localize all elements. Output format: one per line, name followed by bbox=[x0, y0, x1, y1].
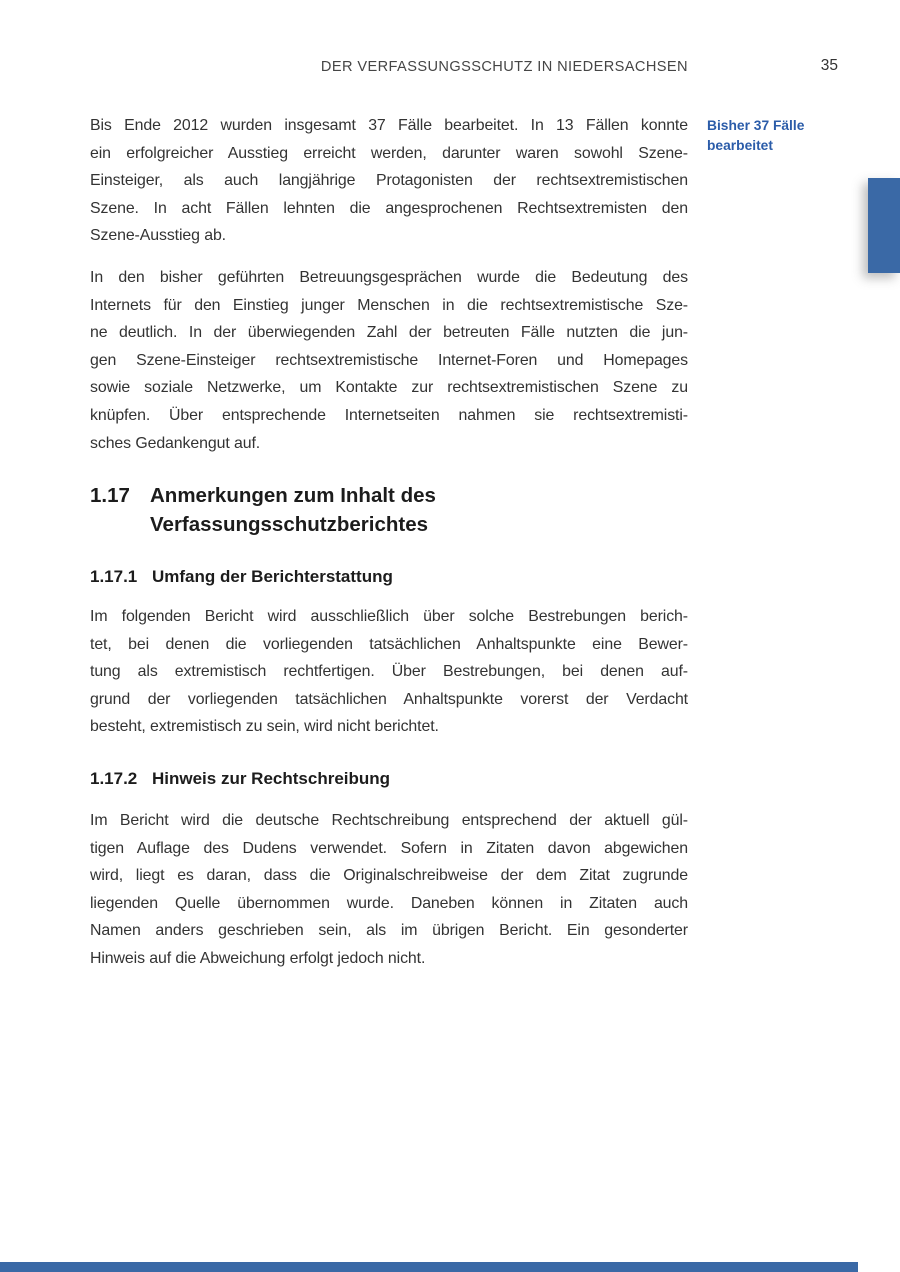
subsection-number: 1.17.2 bbox=[90, 769, 138, 788]
running-header-title: DER VERFASSUNGSSCHUTZ IN NIEDERSACHSEN bbox=[320, 59, 688, 75]
subsection-number: 1.17.1 bbox=[90, 567, 138, 586]
section-number: 1.17 bbox=[90, 484, 130, 507]
subsection-title: Hinweis zur Rechtschreibung bbox=[152, 769, 391, 788]
paragraph-orthography-note: Im Bericht wird die deutsche Rechtschreibung entsprechend der aktuell gül- tigen Auflage des Dudens verwendet. Sofern in Zitaten davon abgewichen wird, liegt es daran, dass die Originalschreibweise der dem Zitat zugrunde liegenden Quelle übernommen wurde. Daneben können in Zitaten auch Namen anders geschrieben sein, als im übrigen Bericht. Ein gesonderter Hinweis auf die Abweichung erfolgt jedoch nicht. bbox=[90, 812, 688, 967]
subsection-heading-1-17-1 bbox=[90, 566, 688, 588]
section-title: Anmerkungen zum Inhalt des Verfassungsschutzberichtes bbox=[150, 484, 436, 536]
paragraph-cases-handled: Bis Ende 2012 wurden insgesamt 37 Fälle bearbeitet. In 13 Fällen konnte ein erfolgreicher Ausstieg erreicht werden, darunter waren sowohl Szene- Einsteiger, als auch langjährige Protagonisten der rechtsextremistischen Szene. In acht Fällen lehnten die angesprochenen Rechtsextremisten den Szene-Ausstieg ab. bbox=[90, 117, 688, 245]
paragraph-reporting-scope: Im folgenden Bericht wird ausschließlich über solche Bestrebungen berich- tet, bei denen die vorliegenden tatsächlichen Anhaltspunkte eine Bewer- tung als extremistisch rechtfertigen. Über Bestrebungen, bei denen auf- grund der vorliegenden tatsächlichen Anhaltspunkte vorerst der Verdacht besteht, extremistisch zu sein, wird nicht berichtet. bbox=[90, 608, 688, 736]
page-number: 35 bbox=[820, 57, 838, 74]
paragraph-internet-role: In den bisher geführten Betreuungsgesprächen wurde die Bedeutung des Internets für den Einstieg junger Menschen in die rechtsextremistische Sze- ne deutlich. In der überwiegenden Zahl der betreuten Fälle nutzten die jun- gen Szene-Einsteiger rechtsextremistische Internet-Foren und Homepages sowie soziale Netzwerke, um Kontakte zur rechtsextremistischen Szene zu knüpfen. Über entsprechende Internetseiten nahmen sie rechtsextremisti- sches Gedankengut auf. bbox=[90, 269, 688, 452]
footer-color-bar bbox=[0, 1262, 858, 1272]
chapter-tab-marker bbox=[868, 178, 900, 273]
subsection-title: Umfang der Berichterstattung bbox=[152, 567, 393, 586]
subsection-heading-1-17-2 bbox=[90, 768, 688, 790]
margin-note-cases: Bisher 37 Fälle bearbeitet bbox=[707, 118, 805, 153]
section-heading-1-17 bbox=[90, 481, 688, 539]
